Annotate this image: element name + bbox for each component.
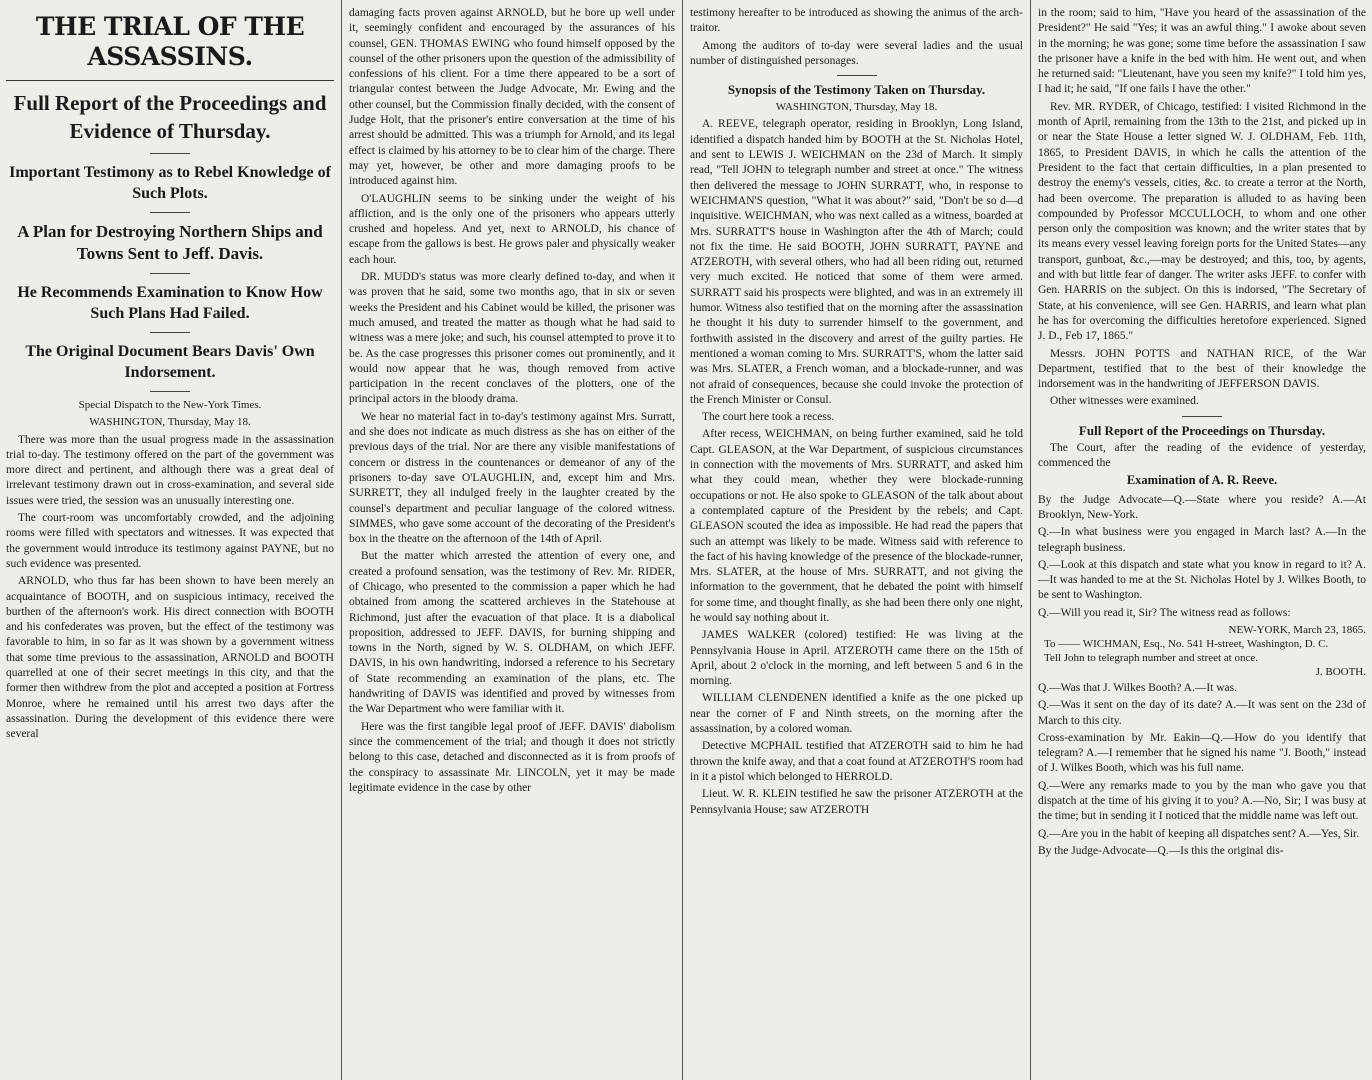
article-paragraph: There was more than the usual progress made in the assassination trial to-day. The testimony offered on the part of the government was more direct and pertinent, and although there was a great deal of irrelevant testimony drawn out in cross-examination, and several side issues were tried, the session was an unusually interesting one. <box>6 433 334 507</box>
qa-line: Cross-examination by Mr. Eakin—Q.—How do you identify that telegram? A.—I remember that he signed his name "J. Booth," instead of J. Wilkes Booth, which was his full name. <box>1038 731 1366 775</box>
telegram <box>1038 623 1366 679</box>
article-paragraph: We hear no material fact in to-day's testimony against Mrs. Surratt, and she does not indicate as much distress as she has on either of the previous days of the trial. Nor are there any visible manifestations of concern or distress in the countenances or demeanor of any of the prisoners to-day save O'LAUGHLIN, and, except him and Mrs. SURRETT, they all indulged freely in the laughter created by the counsel's department and peculiar language of the colored witness. SIMMES, who gave some account of the decorating of the President's box in the theatre on the afternoon of the 14th of April. <box>349 410 675 546</box>
article-paragraph: The Court, after the reading of the evidence of yesterday, commenced the <box>1038 441 1366 470</box>
testimony-block <box>1038 493 1366 860</box>
divider <box>150 391 190 392</box>
divider <box>150 273 190 274</box>
column-2 <box>343 0 681 1080</box>
article-paragraph: Lieut. W. R. KLEIN testified he saw the prisoner ATZEROTH at the Pennsylvania House; saw ATZEROTH <box>690 788 1023 816</box>
column-3 <box>684 0 1029 1080</box>
column-rule <box>682 0 683 1080</box>
article-paragraph: Messrs. JOHN POTTS and NATHAN RICE, of the War Department, testified that to the best of their knowledge the indorsement was in the handwriting of JEFFERSON DAVIS. <box>1038 347 1366 391</box>
article-paragraph: Other witnesses were examined. <box>1050 395 1199 408</box>
telegram-dateline: NEW-YORK, March 23, 1865. <box>1228 623 1366 636</box>
deck-5: The Original Document Bears Davis' Own Indorsement. <box>25 343 315 381</box>
deck-2: Important Testimony as to Rebel Knowledge of Such Plots. <box>9 164 331 202</box>
telegram-body: Tell John to telegraph number and street at once. <box>1044 651 1258 664</box>
article-paragraph: O'LAUGHLIN seems to be sinking under the weight of his affliction, and is the only one of the prisoners who appears utterly crushed and hopeless. And yet, next to ARNOLD, his chance of escape from the gallows is best. He grows paler and physically weaker each hour. <box>349 192 675 266</box>
full-report-heading: Full Report of the Proceedings on Thursday. <box>1078 422 1326 438</box>
column-rule <box>341 0 342 1080</box>
divider <box>150 212 190 213</box>
qa-line: Q.—In what business were you engaged in March last? A.—In the telegraph business. <box>1038 526 1366 554</box>
qa-line: Q.—Will you read it, Sir? The witness read as follows: <box>1038 606 1291 619</box>
column-4 <box>1032 0 1372 1080</box>
article-paragraph: Detective MCPHAIL testified that ATZEROTH said to him he had thrown the knife away, and that a coat found at ATZEROTH'S room had in it a pistol which belonged to HERROLD. <box>690 740 1023 783</box>
article-paragraph: After recess, WEICHMAN, on being further examined, said he told Capt. GLEASON, at the War Department, of suspicious circumstances in connection with the movements of Mrs. SURRATT, and asked him what they could mean, whether they were blockade-running occupations or not. He also spoke to GLEASON of the talk about about a contemplated capture of the President by the rebels; and Capt. GLEASON scouted the idea as impossible. He had read the papers that such an attempt was likely to be made. Witness said with reference to the fact of his having knowledge of the presence of the blockade-runner, Mrs. SLATER, at the house of Mrs. SURRATT, and not giving the information to the government, that he debated the point with himself for some time, and thought finally, as she had been there only one night, he would say nothing about it. <box>690 428 1023 624</box>
deck-1: Full Report of the Proceedings and Evidence of Thursday. <box>13 91 327 143</box>
telegram-signature: J. BOOTH. <box>1315 665 1366 678</box>
qa-line: By the Judge-Advocate—Q.—Is this the original dis- <box>1038 844 1284 857</box>
divider <box>1182 416 1222 417</box>
article-paragraph: WILLIAM CLENDENEN identified a knife as the one picked up near the corner of F and Ninth streets, on the morning after the assassination, by a colored woman. <box>690 692 1023 736</box>
dispatch-credit: Special Dispatch to the New-York Times. <box>78 399 262 411</box>
article-paragraph: A. REEVE, telegraph operator, residing in Brooklyn, Long Island, identified a dispatch handed him by BOOTH at the St. Nicholas Hotel, and sent to LEWIS J. WEICHMAN on the 23d of March. It simply read, "Tell JOHN to telegraph number and street at once." The witness then delivered the message to JOHN SURRATT, who, in response to WEICHMAN'S question, "What it was about?" said, "Don't be so d—d inquisitive. WEICHMAN, who was next called as a witness, boarded at Mrs. SURRATT'S house in Washington after the 4th of March; could not fix the time. He said BOOTH, JOHN SURRATT, PAYNE and ATZEROTH, with several others, who had all been riding out, returned very much excited. He noticed that some of them were armed. SURRATT said his prospects were blighted, and was in an extremely ill humor. Witness also testified that on the morning after the assassination he thought it his duty to surrender himself to the government, and forthwith assisted in the discovery and arrest of the guilty parties. He mentioned a woman coming to Mrs. SURRATT'S, whom the latter said was Mrs. SLATER, a French woman, and a blockade-runner, and was not afraid of consequences, because she could invoke the protection of the French Minister or Consul. <box>690 118 1023 406</box>
article-paragraph: Among the auditors of to-day were several ladies and the usual number of distinguished personages. <box>690 39 1023 67</box>
divider <box>837 75 877 76</box>
qa-line: Q.—Were any remarks made to you by the man who gave you that dispatch at the time of his giving it to you? A.—No, Sir; I was busy at the time; but in sending it I noticed that the middle name was left out. <box>1038 779 1366 823</box>
column-1 <box>0 0 340 1080</box>
deck-4: He Recommends Examination to Know How Such Plans Had Failed. <box>17 284 323 322</box>
article-paragraph: damaging facts proven against ARNOLD, but he bore up well under it, seemingly confident and encouraged by the assurances of his counsel, GEN. THOMAS EWING who found himself opposed by the counsel of the other prisoners upon the question of the admissibility of confessions of his client. For a time there appeared to be a sort of triangular contest between the Judge Advocate, Mr. Ewing and the other counsel, but the Commission finally decided, with the consent of Judge Holt, that the prisoner's entire conversation at the time of his arrest should be admitted. This was a triumph for Arnold, and its legal effect is claimed by his attorney to be to clear him of the charge. There may yet, however, be other and more damaging proofs to be introduced against him. <box>349 7 675 188</box>
deck-3: A Plan for Destroying Northern Ships and Towns Sent to Jeff. Davis. <box>17 222 323 263</box>
article-paragraph: But the matter which arrested the attention of every one, and created a profound sensation, was the testimony of Rev. Mr. RIDER, of Chicago, who presented to the commission a paper which he had obtained from among the scattered archieves in the Statehouse at Richmond, just after the evacuation of that place. It is a diabolical proposition, addressed to JEFF. DAVIS, for burning shipping and towns in the North, signed by W. S. OLDHAM, on which JEFF. DAVIS, in his own handwriting, indorsed a reference to his Secretary of State recommending an examination of the plans, etc. The handwriting of DAVIS was identified and proved by witnesses from the War Department who were familiar with it. <box>349 550 675 716</box>
synopsis-heading: Synopsis of the Testimony Taken on Thursday. <box>727 82 986 98</box>
dispatch-dateline: WASHINGTON, Thursday, May 18. <box>89 416 251 429</box>
article-paragraph: The court here took a recess. <box>702 411 835 424</box>
article-paragraph: ARNOLD, who thus far has been shown to have been merely an acquaintance of BOOTH, and on suspicious intimacy, received the burthen of the afternoon's work. His direct connection with BOOTH and his confederates was proven, but the effect of the testimony was favorable to him, in so far as it was shown by a government witness that some time previous to the assassination, ARNOLD and BOOTH quarrelled at one of their secret meetings in this city, and that the former then withdrew from the plot and accepted a position at Fortress Monroe, where he remained until his arrest two days after the assassination. During the development of this evidence there were several <box>6 575 334 741</box>
qa-line: Q.—Look at this dispatch and state what you know in regard to it? A.—It was handed to me at the St. Nicholas Hotel by J. Wilkes Booth, to be sent to Washington. <box>1038 558 1366 602</box>
examination-heading: Examination of A. R. Reeve. <box>1126 473 1278 488</box>
qa-line: By the Judge Advocate—Q.—State where you reside? A.—At Brooklyn, New-York. <box>1038 493 1366 521</box>
article-paragraph: DR. MUDD's status was more clearly defined to-day, and when it was proven that he said, some two months ago, that in six or seven weeks the President and his Cabinet would be killed, the prisoner was much amused, and treated the matter as though what he had said to witness was a mere joke; and such, his counsel attempted to prove it to be. As the case progresses this prisoner comes out prominently, and it would now appear that he was, though removed from active participation in the recent conclaves of the plotters, one of the principal actors in the bloody drama. <box>349 271 675 406</box>
qa-line: Q.—Was that J. Wilkes Booth? A.—It was. <box>1038 681 1237 694</box>
article-paragraph: testimony hereafter to be introduced as showing the animus of the arch-traitor. <box>690 7 1023 35</box>
headline: THE TRIAL OF THE ASSASSINS. <box>6 12 334 81</box>
column-rule <box>1030 0 1031 1080</box>
article-paragraph: Rev. MR. RYDER, of Chicago, testified: I visited Richmond in the month of April, remaining from the 13th to the 21st, and picked up in or near the State House a letter signed W. J. OLDHAM, Feb. 11th, 1865, to President DAVIS, in which he calls the attention of the President to the fact that certain difficulties, in a plan presented to destroy the enemy's vessels, cities, &c. to create a terror at the North, had been overcome. The preparation is alluded to as having been compounded by Professor MCCULLOCH, to whom and one other person only the composition was known; and the writer states that by its means every vessel leaving foreign ports for the United States—any transport, gunboat, &c.,—may be destroyed; and this, too, by agents, and with but little fear of danger. The writer asks JEFF. to confer with Gen. HARRIS on the subject. On this is indorsed, "The Secretary of State, at his convenience, will see Gen. HARRIS, and learn what plan he has for overcoming the difficulties heretofore experienced. Signed J. D., Feb 17, 1865." <box>1038 100 1366 343</box>
article-paragraph: Here was the first tangible legal proof of JEFF. DAVIS' diabolism since the commencement of the trial; and though it does not strictly belong to this case, detached and disconnected as it is from proofs of the conspiracy to assassinate Mr. LINCOLN, yet it may be made legitimate evidence in the case by other <box>349 720 675 794</box>
qa-line: Q.—Was it sent on the day of its date? A.—It was sent on the 23d of March to this city. <box>1038 699 1366 727</box>
article-paragraph: JAMES WALKER (colored) testified: He was living at the Pennsylvania House in April. ATZEROTH came there on the 15th of April, about 2 o'clock in the morning, and left between 5 and 6 in the morning. <box>690 629 1023 688</box>
article-paragraph: The court-room was uncomfortably crowded, and the adjoining rooms were filled with spectators and witnesses. It was expected that the government would introduce its testimony against PAYNE, but no such evidence was presented. <box>6 512 334 570</box>
divider <box>150 332 190 333</box>
divider <box>150 153 190 154</box>
synopsis-dateline: WASHINGTON, Thursday, May 18. <box>775 101 938 114</box>
qa-line: Q.—Are you in the habit of keeping all dispatches sent? A.—Yes, Sir. <box>1038 827 1360 840</box>
article-paragraph: in the room; said to him, "Have you heard of the assassination of the President?" He said "Yes; it was an awful thing." I awoke about seven in the morning; he was gone; some time before the assassination I saw the prisoner have a knife in the bed with him. He went out, and when he returned said: "Lieutenant, have you seen my knife?" I told him yes, I had it; he said, "If one fails I have the other." <box>1038 7 1366 96</box>
telegram-address: To —— WICHMAN, Esq., No. 541 H-street, Washington, D. C. <box>1044 637 1329 650</box>
